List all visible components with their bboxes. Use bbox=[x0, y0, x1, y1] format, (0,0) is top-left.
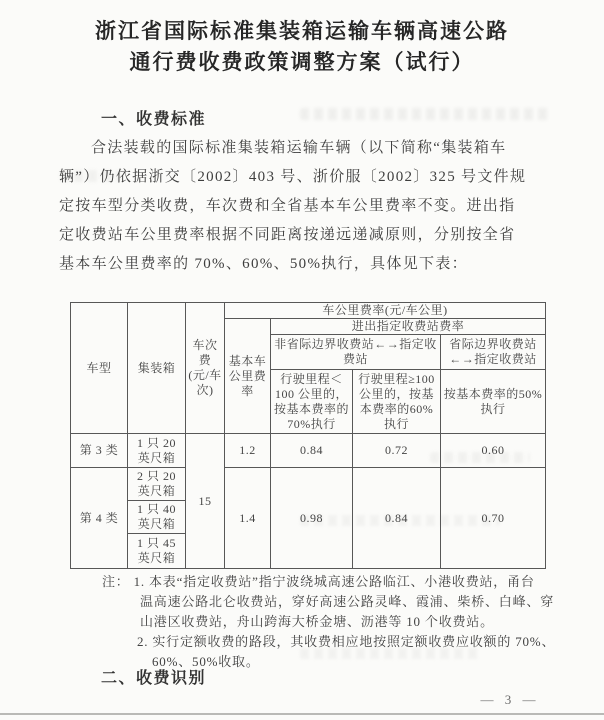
paragraph-line: 定按车型分类收费，车次费和全省基本车公里费率不变。进出指 bbox=[59, 198, 516, 214]
document-title bbox=[0, 16, 604, 78]
cell-ge100: 0.72 bbox=[353, 434, 441, 468]
section1-paragraph bbox=[59, 134, 551, 279]
cell-container: 1 只 40 英尺箱 bbox=[128, 501, 186, 534]
cell-lt100: 0.84 bbox=[271, 434, 353, 468]
note-number: 2. bbox=[137, 634, 149, 649]
paragraph-line: 定收费站车公里费率根据不同距离按递远递减原则，分别按全省 bbox=[59, 227, 516, 243]
paragraph-line: 基本车公里费率的 70%、60%、50%执行，具体见下表： bbox=[59, 256, 468, 272]
note-number: 1. bbox=[133, 574, 145, 589]
th-ge-100km: 行驶里程≥100 公里的，按基本费率的60%执行 bbox=[353, 370, 441, 434]
th-provincial-border: 省际边界收费站←→指定收费站 bbox=[441, 335, 546, 370]
th-designated-station-rate: 进出指定收费站费率 bbox=[271, 319, 546, 335]
th-non-provincial-border: 非省际边界收费站←→指定收费站 bbox=[271, 335, 441, 370]
toll-rate-table bbox=[70, 302, 546, 569]
cell-base-rate: 1.2 bbox=[225, 434, 271, 468]
scan-artifact bbox=[300, 108, 550, 120]
paragraph-line: 合法装载的国际标准集装箱运输车辆（以下简称“集装箱车 bbox=[91, 140, 507, 156]
page-number: — 3 — bbox=[480, 692, 540, 707]
cell-container: 1 只 45 英尺箱 bbox=[128, 534, 186, 569]
th-trip-fee: 车次费 (元/车次) bbox=[186, 303, 225, 434]
scan-bottom-edge bbox=[0, 713, 604, 715]
note-line bbox=[0, 632, 604, 652]
cell-lt100: 0.98 bbox=[271, 468, 353, 569]
cell-vehicle-type: 第 3 类 bbox=[71, 434, 128, 468]
cell-border50: 0.60 bbox=[441, 434, 546, 468]
cell-vehicle-type: 第 4 类 bbox=[71, 468, 128, 569]
note-line bbox=[0, 572, 604, 592]
cell-ge100: 0.84 bbox=[353, 468, 441, 569]
paragraph-line: 辆”）仍依据浙交〔2002〕403 号、浙价服〔2002〕325 号文件规 bbox=[59, 169, 527, 185]
cell-border50: 0.70 bbox=[441, 468, 546, 569]
document-title-line1: 浙江省国际标准集装箱运输车辆高速公路 bbox=[95, 20, 509, 43]
th-base-rate: 基本车公里费率 bbox=[225, 319, 271, 434]
th-lt-100km: 行驶里程＜100 公里的，按基本费率的70%执行 bbox=[271, 370, 353, 434]
cell-container: 2 只 20 英尺箱 bbox=[128, 468, 186, 501]
table-notes bbox=[0, 572, 604, 672]
th-rate-per-km: 车公里费率(元/车公里) bbox=[225, 303, 546, 319]
note-line: 山港区收费站，舟山跨海大桥金塘、沥港等 10 个收费站。 bbox=[140, 614, 494, 629]
cell-base-rate: 1.4 bbox=[225, 468, 271, 569]
th-border-50pct: 按基本费率的50%执行 bbox=[441, 370, 546, 434]
cell-container: 1 只 20 英尺箱 bbox=[128, 434, 186, 468]
table-row bbox=[71, 434, 546, 468]
th-container: 集装箱 bbox=[128, 303, 186, 434]
document-title-line2: 通行费收费政策调整方案（试行） bbox=[129, 51, 475, 74]
note-text: 本表“指定收费站”指宁波绕城高速公路临江、小港收费站，甬台 bbox=[148, 574, 535, 589]
cell-trip-fee: 15 bbox=[186, 434, 225, 569]
table-row bbox=[71, 468, 546, 501]
th-vehicle-type: 车型 bbox=[71, 303, 128, 434]
note-line: 温高速公路北仑收费站，穿好高速公路灵峰、霞浦、柴桥、白峰、穿 bbox=[140, 594, 555, 609]
note-text: 实行定额收费的路段，其收费相应地按照定额收费应收额的 70%、 bbox=[152, 634, 556, 649]
section2-heading: 二、收费识别 bbox=[101, 670, 207, 687]
note-line: 60%、50%收取。 bbox=[152, 654, 260, 669]
note-label: 注： bbox=[102, 574, 130, 589]
section1-heading: 一、收费标准 bbox=[101, 111, 207, 128]
